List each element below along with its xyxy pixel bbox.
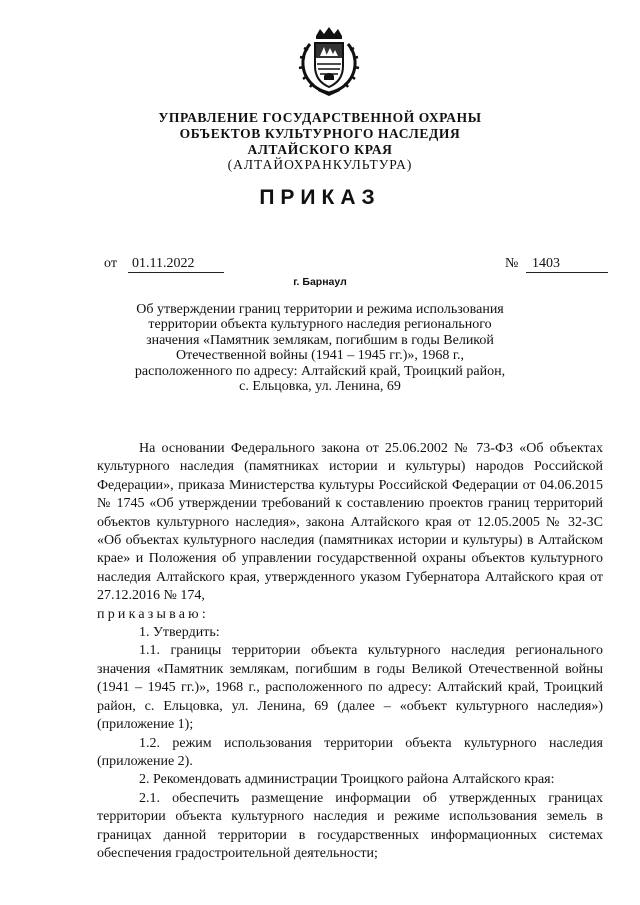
order-date: 01.11.2022 (128, 256, 224, 273)
order-word: приказываю: (97, 606, 209, 622)
city-name: г. Барнаул (293, 276, 347, 288)
item-1: 1. Утвердить: (139, 625, 220, 641)
date-prefix: от (104, 256, 117, 271)
preamble-paragraph: На основании Федерального закона от 25.06.2002 № 73-ФЗ «Об объектах культурного наследия (памятниках истории и культуры) народов Российской Федерации», приказа Министерства культуры Российской Федерации от 04.06.2015 № 1745 «Об утверждении требований к составлению проектов границ территорий объектов культурного наследия», закона Алтайского края от 12.05.2005 № 32-ЗС «Об объектах культурного наследия (памятниках истории и культуры) в Алтайском крае» и Положения об управлении государственной охраны объектов культурного наследия Алтайского края, утвержденного указом Губернатора Алтайского края от 27.12.2016 № 174, (97, 441, 603, 604)
org-name-line-3: АЛТАЙСКОГО КРАЯ (247, 142, 393, 157)
subject-line: расположенного по адресу: Алтайский край, Троицкий район, (134, 363, 506, 379)
subject-line: территории объекта культурного наследия регионального (148, 317, 492, 333)
order-number: 1403 (526, 256, 608, 273)
document-title: ПРИКАЗ (259, 186, 381, 209)
order-subject (120, 302, 520, 394)
item-2: 2. Рекомендовать администрации Троицкого района Алтайского края: (139, 772, 555, 788)
subject-line: с. Ельцовка, ул. Ленина, 69 (239, 379, 401, 395)
org-name-line-2: ОБЪЕКТОВ КУЛЬТУРНОГО НАСЛЕДИЯ (179, 126, 461, 141)
item-2-1: 2.1. обеспечить размещение информации об утвержденных границах территории объекта культурного наследия и режиме использования земель в границах данной территории в государственных информационных системах обеспечения градостроительной деятельности; (97, 790, 603, 861)
order-body (97, 440, 603, 863)
item-1-1: 1.1. границы территории объекта культурного наследия регионального значения «Памятник землякам, погибшим в годы Великой Отечественной войны (1941 – 1945 гг.)», 1968 г., расположенного по адресу: Алтайский край, Троицкий район, с. Ельцовка, ул. Ленина, 69 (далее – «объект культурного наследия») (приложение 1); (97, 643, 603, 733)
number-prefix: № (505, 256, 519, 271)
coat-of-arms-icon (296, 26, 362, 96)
subject-line: Об утверждении границ территории и режима использования (136, 302, 504, 317)
org-short-name: (АЛТАЙОХРАНКУЛЬТУРА) (227, 157, 413, 172)
item-1-2: 1.2. режим использования территории объекта культурного наследия (приложение 2). (97, 735, 603, 769)
org-name-line-1: УПРАВЛЕНИЕ ГОСУДАРСТВЕННОЙ ОХРАНЫ (158, 110, 482, 125)
subject-line: значения «Памятник землякам, погибшим в годы Великой (146, 332, 494, 348)
subject-line: Отечественной войны (1941 – 1945 гг.)», 1968 г., (175, 348, 465, 364)
